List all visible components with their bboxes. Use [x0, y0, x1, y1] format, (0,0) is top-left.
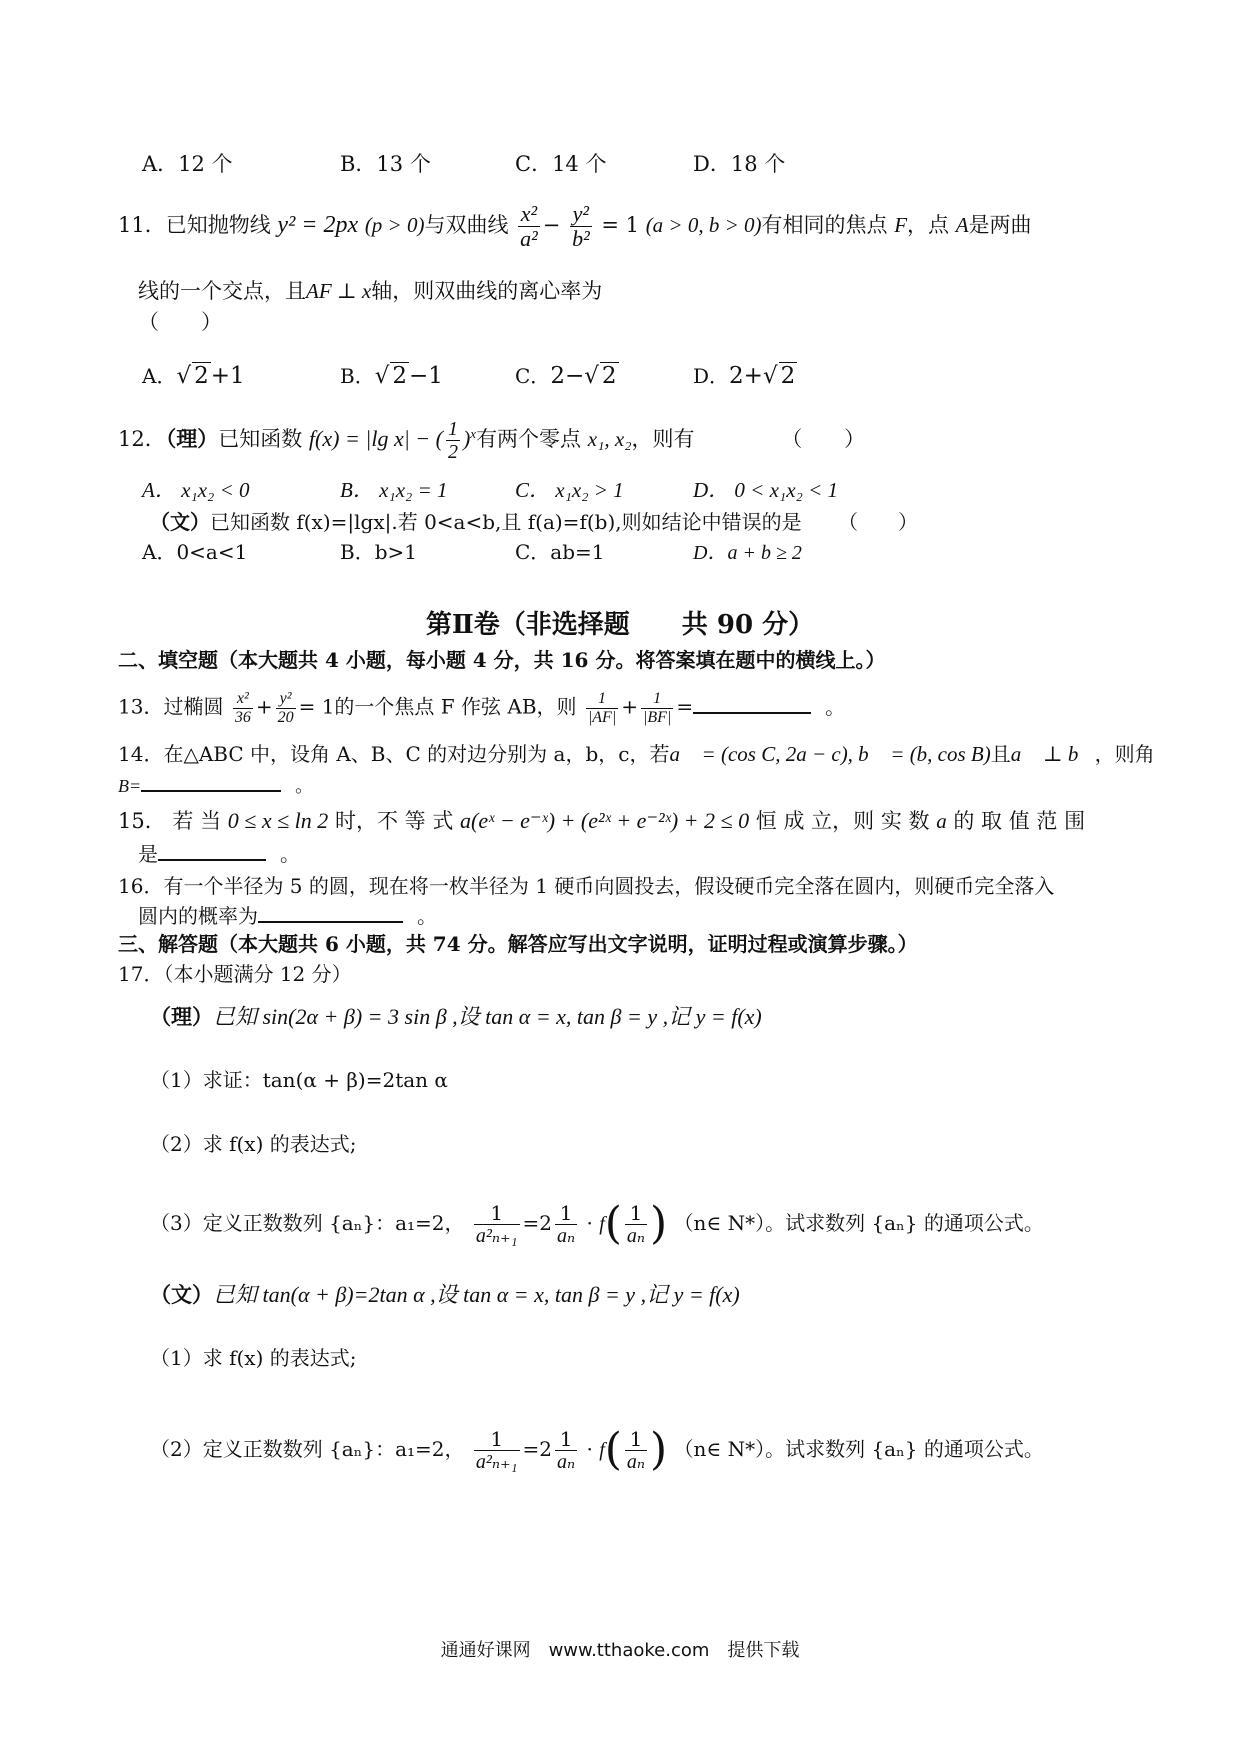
part-2-title: 第Ⅱ卷（非选择题 共 90 分） — [425, 610, 815, 640]
text: 线的一个交点，且 — [138, 279, 306, 303]
answer-paren: （ ） — [837, 510, 918, 534]
q11-option-d: D．2+√ 2 — [693, 363, 796, 389]
function-expression: f(x) = |lg x| − ( — [308, 426, 443, 451]
q10-option-c: C．14 个 — [515, 152, 607, 176]
inequality: a(eˣ − e⁻ˣ) + (e²ˣ + e⁻²ˣ) + 2 ≤ 0 — [460, 808, 750, 833]
fraction-1-over-an: $\frac{1}{\text{aₙ}}$ — [557, 1426, 576, 1473]
question-17-wen-part2: （2）定义正数数列 {aₙ}：a₁=2， $\frac{1}{\text{a²ₙ₊₁}}$ =2 $\frac{1}{\text{aₙ}}$ · f( $\frac{1}{\text{aₙ}}$ ) （n∈ N*）。试求数列 {aₙ} 的通项公式。 — [150, 1424, 1044, 1475]
text: 轴，则双曲线的离心率为 — [371, 279, 603, 303]
fraction-1-over-an1-squared: $\frac{1}{\text{a²ₙ₊₁}}$ — [475, 1200, 518, 1247]
question-11-answer-paren: （ ） — [138, 310, 222, 334]
condition: 0 ≤ x ≤ ln 2 — [227, 808, 329, 833]
question-13: 13．过椭圆 $\frac{\text{x²}}{36}$ + $\frac{\text{y²}}{20}$ = 1的一个焦点 F 作弦 AB，则 $\frac{1}{|AF|}$ + $\frac{1}{|BF|}$ = 。 — [118, 690, 846, 726]
question-17-wen-part1: （1）求 f(x) 的表达式; — [150, 1346, 357, 1370]
text: ，则有 — [631, 427, 695, 451]
question-11-line1: 11．已知抛物线 y² = 2px (p > 0)与双曲线 $\frac{\text{x²}}{\text{a²}}$ − $\frac{\text{y²}}{\text{b²}}$ = 1 (a > 0, b > 0)有相同的焦点 F，点 A是两曲 — [118, 201, 1032, 252]
q12-wen-option-d: D．a + b ≥ 2 — [693, 542, 802, 564]
answer-paren: （ ） — [781, 427, 866, 451]
symbol-f: F — [894, 213, 908, 238]
question-12-line1 — [118, 418, 865, 463]
question-17-heading: 17．（本小题满分 12 分） — [118, 962, 352, 986]
fraction-half: $\frac{1}{2}$ — [447, 418, 458, 463]
question-17-li-part2: （2）求 f(x) 的表达式; — [150, 1132, 357, 1156]
q10-option-a: A．12 个 — [142, 152, 233, 176]
text: 已知抛物线 — [165, 213, 271, 238]
answer-blank[interactable] — [141, 790, 281, 792]
tag-li: （理） — [165, 426, 219, 451]
equals-one: = 1 — [601, 213, 639, 238]
condition-ab: (a > 0, b > 0) — [645, 213, 762, 238]
question-17-li-part1: （1）求证：tan(α + β)=2tan α — [150, 1068, 448, 1092]
text: 已知函数 f(x)=|lgx|.若 0<a<b,且 f(a)=f(b),则如结论中错误的是 — [210, 510, 802, 534]
question-16-line2: 圆内的概率为 。 — [138, 904, 437, 928]
q12-option-c: C． x₁x₂ > 1 — [515, 478, 624, 502]
symbol-a: A — [955, 213, 969, 238]
fraction-x2-36: $\frac{\text{x²}}{36}$ — [234, 690, 251, 726]
paren-close: ) — [462, 426, 471, 451]
q12-wen-option-c: C．ab=1 — [515, 540, 605, 564]
q12-option-a: A． x₁x₂ < 0 — [142, 478, 250, 502]
tag-wen: （文） — [150, 510, 210, 534]
answer-blank[interactable] — [693, 712, 811, 714]
q11-option-b: B．√ 2−1 — [340, 363, 443, 389]
question-17-wen-stem: （文）已知 tan(α + β)=2tan α ,设 tan α = x, tan β = y ,记 y = f(x) — [150, 1282, 740, 1307]
question-16-line1: 16．有一个半径为 5 的圆，现在将一枚半径为 1 硬币向圆投去，假设硬币完全落在圆内，则硬币完全落入 — [118, 874, 1055, 898]
symbol-a: a — [936, 809, 947, 833]
zeros: x₁, x₂ — [587, 427, 632, 451]
fraction-1-over-an1-squared: $\frac{1}{\text{a²ₙ₊₁}}$ — [475, 1426, 518, 1473]
fraction-1-over-an-arg: $\frac{1}{\text{aₙ}}$ — [626, 1426, 646, 1473]
q10-option-d: D．18 个 — [693, 152, 786, 176]
text: ，点 — [907, 213, 950, 238]
question-15-line1: 15． 若 当 0 ≤ x ≤ ln 2 时，不 等 式 a(eˣ − e⁻ˣ) + (e²ˣ + e⁻²ˣ) + 2 ≤ 0 恒 成 立，则 实 数 a 的 取 值 范 围 — [118, 808, 1086, 833]
section-3-heading: 三、解答题（本大题共 6 小题，共 74 分。解答应写出文字说明，证明过程或演算步骤。） — [118, 932, 918, 956]
q10-option-b: B．13 个 — [340, 152, 431, 176]
perpendicular-condition: AF ⊥ x — [306, 279, 372, 303]
text: 已知函数 — [218, 427, 303, 451]
fraction-1-af: $\frac{1}{|AF|}$ — [587, 690, 617, 726]
question-11-line2 — [138, 279, 602, 304]
vectors: a⃗ = (cos C, 2a − c), b⃗ = (b, cos B) — [669, 742, 991, 766]
q12-option-d: D． 0 < x₁x₂ < 1 — [693, 478, 839, 502]
q11-option-a: A．√ 2+1 — [142, 363, 245, 389]
question-15-line2: 是 。 — [138, 842, 300, 866]
answer-blank[interactable] — [258, 921, 403, 923]
fraction-1-bf: $\frac{1}{|BF|}$ — [642, 690, 672, 726]
question-17-li-stem: （理）已知 sin(2α + β) = 3 sin β ,设 tan α = x, tan β = y ,记 y = f(x) — [150, 1004, 762, 1029]
page-footer: 通通好课网 www.tthaoke.com 提供下载 — [440, 1640, 800, 1661]
exponent: x — [470, 426, 477, 441]
fraction-1-over-an-arg: $\frac{1}{\text{aₙ}}$ — [626, 1200, 646, 1247]
parabola-equation: y² = 2px — [277, 212, 359, 239]
question-number: 12． — [118, 427, 166, 451]
condition-p: (p > 0) — [364, 213, 425, 238]
fraction-y2-20: $\frac{\text{y²}}{20}$ — [277, 690, 294, 726]
text: 与双曲线 — [424, 213, 509, 238]
perpendicular: a⃗ ⊥ b⃗ — [1010, 742, 1095, 766]
question-number: 11． — [118, 213, 166, 238]
q12-option-b: B． x₁x₂ = 1 — [340, 478, 448, 502]
q12-wen-option-b: B．b>1 — [340, 540, 417, 564]
text: 有两个零点 — [476, 427, 582, 451]
q12-wen-option-a: A．0<a<1 — [142, 540, 248, 564]
fraction-y2-b2: $\frac{\text{y²}}{\text{b²}}$ — [572, 201, 590, 252]
fraction-1-over-an: $\frac{1}{\text{aₙ}}$ — [557, 1200, 576, 1247]
question-14-line1: 14．在△ABC 中，设角 A、B、C 的对边分别为 a，b，c，若a⃗ = (cos C, 2a − c), b⃗ = (b, cos B)且a⃗ ⊥ b⃗，则角 — [118, 742, 1155, 766]
section-2-heading: 二、填空题（本大题共 4 小题，每小题 4 分，共 16 分。将答案填在题中的横线上。） — [118, 648, 886, 672]
question-12-wen — [150, 510, 918, 534]
text: 有相同的焦点 — [761, 213, 888, 238]
question-17-li-part3: （3）定义正数数列 {aₙ}：a₁=2， $\frac{1}{\text{a²ₙ₊₁}}$ =2 $\frac{1}{\text{aₙ}}$ · f( $\frac{1}{\text{aₙ}}$ ) （n∈ N*）。试求数列 {aₙ} 的通项公式。 — [150, 1198, 1044, 1249]
fraction-x2-a2: $\frac{\text{x²}}{\text{a²}}$ — [520, 201, 538, 252]
answer-blank[interactable] — [158, 859, 266, 861]
q11-option-c: C．2−√ 2 — [515, 363, 617, 389]
question-14-line2: B= 。 — [118, 776, 314, 797]
text: 是两曲 — [968, 213, 1032, 238]
